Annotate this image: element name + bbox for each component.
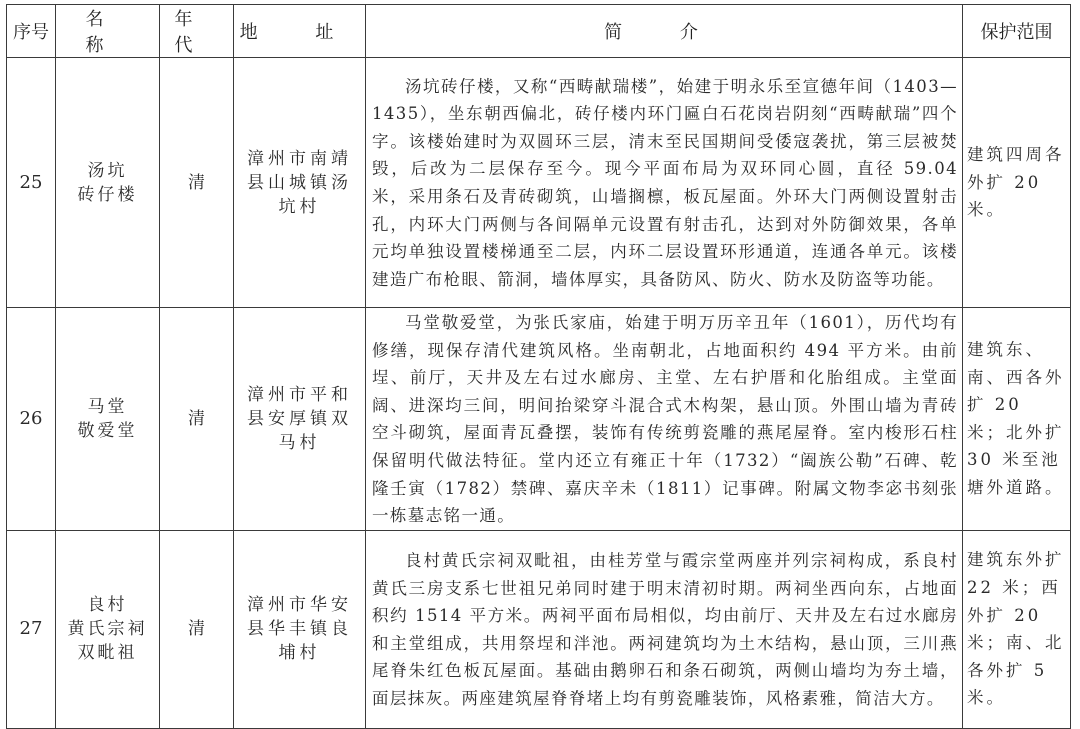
cell-name — [56, 308, 160, 531]
address-line: 埔村 — [278, 643, 321, 664]
header-era: 年 代 — [160, 5, 234, 58]
heritage-table — [6, 4, 1071, 729]
cell-address — [234, 530, 366, 728]
cell-era: 清 — [160, 58, 234, 308]
cell-no: 25 — [7, 58, 56, 308]
name-line: 双毗祖 — [77, 643, 138, 664]
cell-protection: 建筑东外扩 22 米；西外扩 20 米；南、北各外扩 5 米。 — [963, 530, 1071, 728]
table-row — [7, 530, 1071, 728]
cell-protection: 建筑东、南、西各外扩 20 米；北外扩 30 米至池塘外道路。 — [963, 308, 1071, 531]
name-line: 黄氏宗祠 — [67, 619, 148, 640]
cell-era: 清 — [160, 530, 234, 728]
address-line: 县安厚镇双 — [247, 408, 352, 429]
address-line: 漳州市南靖 — [247, 148, 352, 169]
cell-name — [56, 530, 160, 728]
cell-name — [56, 58, 160, 308]
name-line: 敬爱堂 — [77, 420, 138, 441]
name-line: 良村 — [87, 595, 128, 616]
header-address: 地 址 — [234, 5, 366, 58]
cell-address — [234, 308, 366, 531]
table-row — [7, 58, 1071, 308]
address-line: 县山城镇汤 — [247, 172, 352, 193]
cell-description: 汤坑砖仔楼，又称“西畴献瑞楼”，始建于明永乐至宣德年间（1403—1435），坐东朝西偏北，砖仔楼内环门匾白石花岗岩阴刻“西畴献瑞”四个字。该楼始建时为双圆环三层，清末至民国期间受倭寇袭扰，第三层被焚毁，后改为二层保存至今。现今平面布局为双环同心圆，直径 59.04 米，采用条石及青砖砌筑，山墙搁檩，板瓦屋面。外环大门两侧设置射击孔，内环大门两侧与各间隔单元设置有射击孔，达到对外防御效果，各单元均单独设置楼梯通至二层，内环二层设置环形通道，连通各单元。该楼建造广布枪眼、箭洞，墙体厚实，具备防风、防火、防水及防盗等功能。 — [366, 58, 963, 308]
header-description: 简 介 — [366, 5, 963, 58]
address-line: 马村 — [278, 432, 321, 453]
cell-era: 清 — [160, 308, 234, 531]
address-line: 漳州市平和 — [247, 384, 352, 405]
address-line: 漳州市华安 — [247, 595, 352, 616]
cell-address — [234, 58, 366, 308]
header-row — [7, 5, 1071, 58]
name-line: 砖仔楼 — [77, 184, 138, 205]
cell-description: 良村黄氏宗祠双毗祖，由桂芳堂与霞宗堂两座并列宗祠构成，系良村黄氏三房支系七世祖兄弟同时建于明末清初时期。两祠坐西向东，占地面积约 1514 平方米。两祠平面布局相似，均由前厅、天井及左右过水廊房和主堂组成，共用祭埕和泮池。两祠建筑均为土木结构，悬山顶，三川燕尾脊朱红色板瓦屋面。基础由鹅卵石和条石砌筑，两侧山墙均为夯土墙，面层抹灰。两座建筑屋脊脊堵上均有剪瓷雕装饰，风格素雅，简洁大方。 — [366, 530, 963, 728]
header-name: 名 称 — [56, 5, 160, 58]
table-row — [7, 308, 1071, 531]
cell-no: 26 — [7, 308, 56, 531]
address-line: 县华丰镇良 — [247, 619, 352, 640]
name-line: 马堂 — [87, 396, 128, 417]
cell-no: 27 — [7, 530, 56, 728]
cell-protection: 建筑四周各外扩 20 米。 — [963, 58, 1071, 308]
name-line: 汤坑 — [87, 160, 128, 181]
cell-description: 马堂敬爱堂，为张氏家庙，始建于明万历辛丑年（1601），历代均有修缮，现保存清代建筑风格。坐南朝北，占地面积约 494 平方米。由前埕、前厅，天井及左右过水廊房、主堂、左右护厝和化胎组成。主堂面阔、进深均三间，明间抬梁穿斗混合式木构架，悬山顶。外围山墙为青砖空斗砌筑，屋面青瓦叠摆，装饰有传统剪瓷雕的燕尾屋脊。室内梭形石柱保留明代做法特征。堂内还立有雍正十年（1732）“阖族公勒”石碑、乾隆壬寅（1782）禁碑、嘉庆辛未（1811）记事碑。附属文物李宓书刻张一栋墓志铭一通。 — [366, 308, 963, 531]
header-no: 序号 — [7, 5, 56, 58]
address-line: 坑村 — [278, 196, 321, 217]
header-protection: 保护范围 — [963, 5, 1071, 58]
